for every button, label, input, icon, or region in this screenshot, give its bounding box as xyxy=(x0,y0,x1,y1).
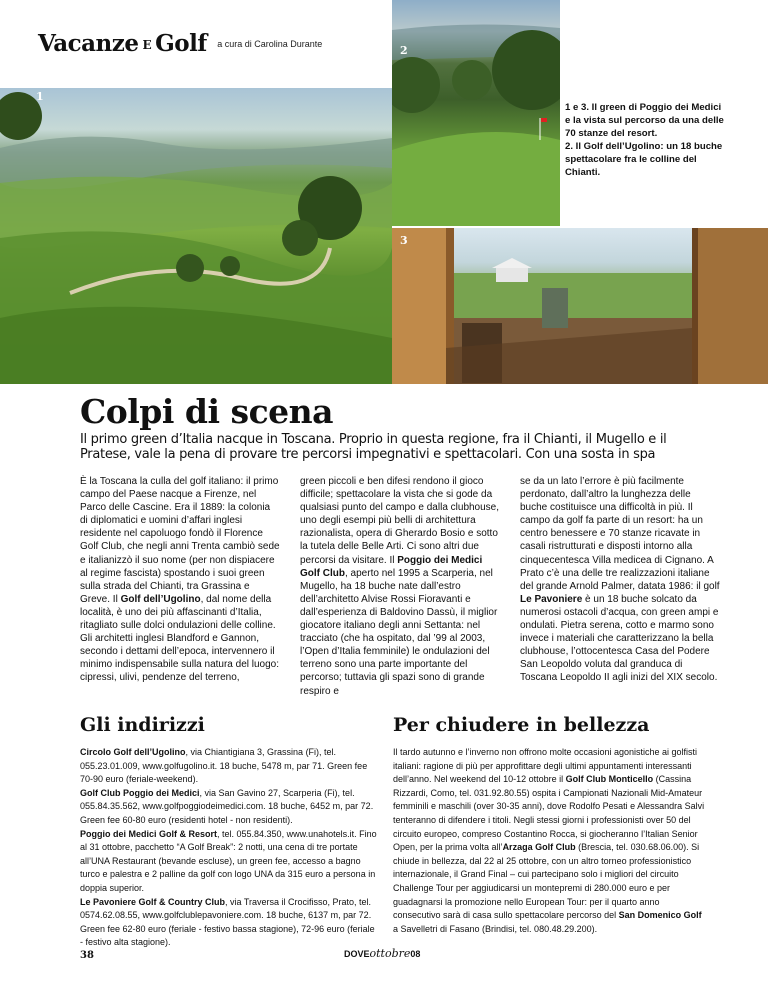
section-title xyxy=(38,30,207,57)
closing-text-4: a Savelletri di Fasano (Brindisi, tel. 080.48.29.200). xyxy=(393,923,598,934)
body-column-2 xyxy=(300,475,500,698)
addresses-title: Gli indirizzi xyxy=(80,714,205,736)
article-body xyxy=(80,475,720,698)
photo-caption xyxy=(565,101,725,179)
closing-text xyxy=(393,746,708,936)
closing-text-1: Il tardo autunno e l’inverno non offrono molte occasioni agonistiche ai golfisti italiani: ragione di più per approfittare degli ultimi appuntamenti interessanti dell’anno. Nel weekend del 10-12 ottobre il xyxy=(393,747,698,785)
photo-2-illustration xyxy=(392,0,560,226)
address-4-text: , via Traversa il Crocifisso, Prato, tel. 0574.62.08.55, www.golfclublepavoniere.com. 18 buche, 6137 m, par 72. Green fee 62-80 euro (feriale - festivo bassa stagione), 72-96 euro (feriale - festivo alta stagione). xyxy=(80,896,375,948)
photo-golf-hills xyxy=(0,88,392,384)
photo-number-3: 3 xyxy=(400,234,408,247)
col3-text-a: se da un lato l’errore è più facilmente perdonato, dall’altro la lunghezza delle buche costituisce una difficoltà in più. Il campo da golf fa parte di un resort: ha un centro benessere e 70 stanze ricavate in casali ristrutturati e disposti intorno alla cinquecentesca Villa medicea di Cignano. A Prato c’è una delle tre realizzazioni italiane del grande Arnold Palmer, datata 1986: il golf xyxy=(520,476,720,592)
col3-bold: Le Pavoniere xyxy=(520,593,583,605)
body-column-3 xyxy=(520,475,720,698)
closing-text-2: (Cassina Rizzardi, Como, tel. 031.92.80.55) ospita i Campionati Nazionali Mid-Amateur femminili e maschili (over 30-35 anni), dove Rodolfo Pesati e Alessandra Salvi tenteranno di difendere i titoli. Negli stessi giorni i professionisti over 50 del circuito europeo, compreso Costantino Rocca, si giocheranno l’Italian Senior Open, per la prima volta all’ xyxy=(393,774,705,853)
magazine-name: DOVE xyxy=(344,949,370,959)
photo-number-1: 1 xyxy=(36,90,44,103)
closing-bold-3: San Domenico Golf xyxy=(618,910,702,921)
issue-year: 08 xyxy=(410,949,421,959)
section-conjunction: E xyxy=(142,38,152,52)
caption-line-1: 1 e 3. Il green di Poggio dei Medici e la vista sul percorso da una delle 70 stanze del resort. xyxy=(565,102,724,139)
photo-3-illustration xyxy=(392,228,768,384)
photo-1-illustration xyxy=(0,88,392,384)
section-header xyxy=(38,30,388,60)
article-standfirst: Il primo green d’Italia nacque in Toscana. Proprio in questa regione, fra il Chianti, il Mugello e il Pratese, vale la pena di provare tre percorsi impegnativi e spettacolari. Con una sosta in spa xyxy=(80,432,667,462)
issue-month: ottobre xyxy=(369,947,411,960)
address-4-name: Le Pavoniere Golf & Country Club xyxy=(80,896,226,907)
footer-magazine xyxy=(344,947,420,960)
closing-bold-2: Arzaga Golf Club xyxy=(502,842,576,853)
closing-bold-1: Golf Club Monticello xyxy=(565,774,654,785)
byline: a cura di Carolina Durante xyxy=(217,39,323,49)
photo-ugolino-green xyxy=(392,0,560,226)
col3-text-c: è un 18 buche solcato da numerosi ostacoli d’acqua, con green ampi e ondulati. Pietra serena, cotto e marmo sono invece i materiali che caratterizzano la bella clubhouse, l’ottocentesca Casa del Podere San Leopoldo voluta dal granduca di Toscana Leopoldo II agli inizi del XIX secolo. xyxy=(520,593,719,684)
section-word-vacanze: Vacanze xyxy=(38,30,139,57)
photo-resort-view xyxy=(392,228,768,384)
address-2-name: Golf Club Poggio dei Medici xyxy=(80,787,200,798)
body-column-1 xyxy=(80,475,280,698)
caption-line-2: 2. Il Golf dell’Ugolino: un 18 buche spettacolare fra le colline del Chianti. xyxy=(565,141,723,178)
address-1-text: , via Chiantigiana 3, Grassina (Fi), tel. 055.23.01.009, www.golfugolino.it. 18 buche, 5478 m, par 71. Green fee 70-90 euro (feriale-weekend). xyxy=(80,747,368,785)
article-title: Colpi di scena xyxy=(80,392,334,431)
closing-title: Per chiudere in bellezza xyxy=(393,714,650,736)
photo-number-2: 2 xyxy=(400,44,408,57)
col1-text-c: , dal nome della località, è uno dei più affascinanti d’Italia, ritagliato sulle dolci ondulazioni delle colline. Gli architetti inglesi Blandford e Gannon, secondo i dettami dell’epoca, intervennero il minimo indispensabile sulla natura del luogo: cipressi, ulivi, pendenze del terreno, xyxy=(80,593,280,684)
addresses-list xyxy=(80,746,380,950)
address-3-text: , tel. 055.84.350, www.unahotels.it. Fino al 31 ottobre, pacchetto “A Golf Break”: 2 notti, una cena di tre portate all’UNA Restaurant (bevande escluse), un green fee, accesso a bagno turco e palestra e 2 palline da golf con logo UNA da 315 euro a persona in doppia superior. xyxy=(80,828,377,893)
section-word-golf: Golf xyxy=(155,30,207,57)
col2-text-c: , aperto nel 1995 a Scarperia, nel Mugello, ha 18 buche nate dall’estro dell’architetto Alvise Rossi Fioravanti e dall’esperienza di Baldovino Dassù, il miglior giocatore italiano degli anni Settanta: nel tracciato (che ha ospitato, dal ’99 al 2003, l’Open d’Italia femminile) le ondulazioni del terreno sono una parte importante del percorso; tuttavia gli spazi sono di grande respiro e xyxy=(300,567,498,697)
address-3-name: Poggio dei Medici Golf & Resort xyxy=(80,828,218,839)
col2-text-a: green piccoli e ben difesi rendono il gioco difficile; spettacolare la vista che si gode da qualsiasi punto del campo e dalla clubhouse, uno degli esempi più belli di architettura razionalista, opera di Gherardo Bosio e sotto la tutela delle Belle Arti. Ci sono altri due percorsi da visitare. Il xyxy=(300,476,500,566)
page-number: 38 xyxy=(80,950,94,961)
address-2-text: , via San Gavino 27, Scarperia (Fi), tel. 055.84.35.562, www.golfpoggiodeimedici.com. 18 buche, 6452 m, par 72. Green fee 60-80 euro (residenti hotel - non residenti). xyxy=(80,787,374,825)
col1-text-a: È la Toscana la culla del golf italiano: il primo campo del Paese nacque a Firenze, nel Parco delle Cascine. Era il 1889: la colonia di diplomatici e uomini d’affari inglesi residente nel capoluogo fondò il Florence Golf Club, che negli anni Trenta cambiò sede e italianizzò il suo nome (per non dispiacere al regime fascista) spostando i suoi green sulla strada del Chianti, tra Grassina e Greve. Il xyxy=(80,476,280,605)
col2-bold: Poggio dei Medici Golf Club xyxy=(300,554,483,579)
closing-text-3: (Brescia, tel. 030.68.06.00). Si chiude in bellezza, dal 22 al 25 ottobre, con un altro torneo professionistico internazionale, il Grand Final – cui partecipano solo i migliori del circuito Challenge Tour per aggiudicarsi un montepremi di 280.000 euro e per guadagnarsi la promozione nello European Tour: per il quarto anno consecutivo sarà di casa sullo spettacolare percorso del xyxy=(393,842,700,921)
address-1-name: Circolo Golf dell’Ugolino xyxy=(80,747,186,757)
col1-bold: Golf dell’Ugolino xyxy=(120,593,201,605)
